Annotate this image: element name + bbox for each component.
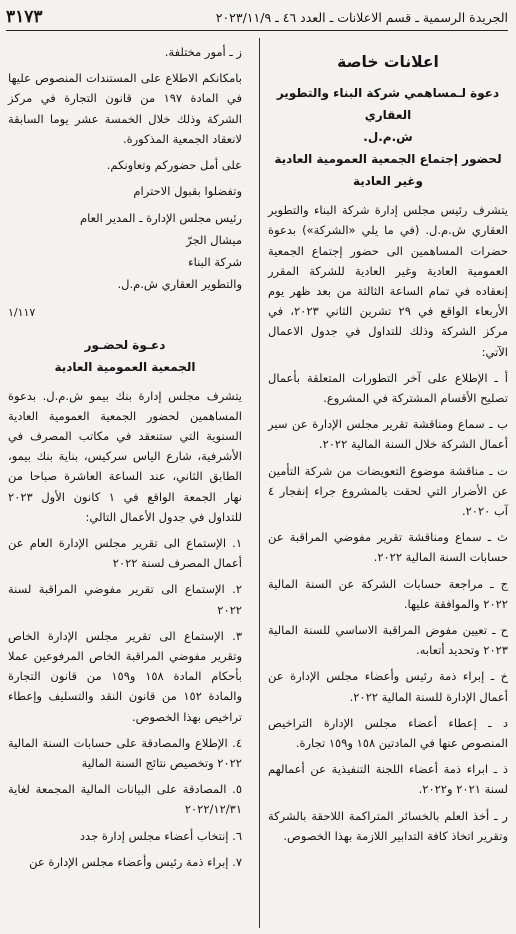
closing-wish: على أمل حضوركم وتعاونكم. [106, 158, 242, 173]
closing-salutation: وتفضلوا بقبول الاحترام [133, 184, 242, 199]
notice2-intro: يتشرف مجلس إدارة بنك بيمو ش.م.ل. بدعوة المساهمين لحضور الجمعية العمومية العادية السنوية التي ستنعقد في مكاتب المصرف في الأشرفية، شارع الياس سركيس، بناية بنك بيمو، الطابق الثاني، عند الساعة العاشرة صباحا من نهار الجمعة الواقع في ١ كانون الأول ٢٠٢٣ للتداول في جدول الأعمال التالي: [8, 388, 242, 524]
notice2-title-line-1: دعـوة لحضـور [84, 337, 166, 352]
agenda-item: أ ـ الإطلاع على آخر التطورات المتعلقة بأعمال تصليح الأقسام المشتركة في المشروع. [268, 370, 508, 406]
agenda-item: ذ ـ ابراء ذمة أعضاء اللجنة التنفيذية عن أعمالهم لسنة ٢٠٢١ و٢٠٢٢. [268, 762, 508, 797]
agenda-item: ٧. إبراء ذمة رئيس وأعضاء مجلس الإدارة عن [29, 854, 242, 869]
agenda-item: ١. الإستماع الى تقرير مجلس الإدارة العام عن أعمال المصرف لسنة ٢٠٢٢ [8, 536, 242, 571]
reference-number: ١/١١٧ [8, 306, 36, 320]
agenda-item: ٣. الإستماع الى تقرير مجلس الإدارة الخاص وتقرير مفوضي المراقبة الخاص المرفوعين عملا بأحكام المادة ١٥٨ و١٥٩ من قانون التجارة والمادة ١٥٢ من قانون النقد والتسليف وإعطاء تراخيص بهذا الخصوص. [8, 628, 243, 724]
page-header [6, 4, 508, 31]
agenda-item: ٥. المصادقة على البيانات المالية المجمعة لغاية ٢٠٢٢/١٢/٣١ [8, 782, 242, 817]
notice2-title-line-2: الجمعية العمومية العادية [54, 359, 196, 374]
signature-block [8, 207, 242, 295]
agenda-item: ر ـ أخذ العلم بالخسائر المتراكمة اللاحقة بالشركة وتقرير اتخاذ كافة التدابير اللازمة بهذا الخصوص. [268, 808, 508, 843]
page-number: ٣١٧٣ [6, 7, 43, 27]
agenda-item: ت ـ مناقشة موضوع التعويضات من شركة التأمين عن الأضرار التي لحقت بالمشروع جراء إنفجار ٤ آب ٢٠٢٠. [268, 463, 508, 519]
company-name-line-2: والتطوير العقاري ش.م.ل. [117, 277, 242, 292]
agenda-item: د ـ إعطاء أعضاء مجلس الإدارة التراخيص المنصوص عنها في المادتين ١٥٨ و١٥٩ تجارة. [268, 715, 508, 751]
agenda-item: ث ـ سماع ومناقشة تقرير مفوضي المراقبة عن حسابات السنة المالية ٢٠٢٢. [268, 530, 508, 565]
agenda-item: ج ـ مراجعة حسابات الشركة عن السنة المالية ٢٠٢٢ والموافقة عليها. [268, 576, 508, 611]
signatory-name: ميشال الجرّ [186, 233, 242, 248]
notice2-agenda-list [8, 533, 242, 872]
agenda-item: ح ـ تعيين مفوض المراقبة الاساسي للسنة المالية ٢٠٢٣ وتحديد أتعابه. [268, 623, 508, 658]
agenda-item: ب ـ سماع ومناقشة تقرير مجلس الإدارة عن سير أعمال الشركة خلال السنة المالية ٢٠٢٢. [268, 417, 508, 452]
notice-intro: يتشرف رئيس مجلس إدارة شركة البناء والتطوير العقاري ش.م.ل. (في ما يلي «الشركة») بدعوة حضرات المساهمين الى حضور إجتماع الجمعية العمومية العادية وغير العادية للشركة المقرر إنعقاده في تمام الساعة الثالثة من بعد ظهر يوم الأربعاء الواقع في ٢٩ تشرين الثاني ٢٠٢٣، في مركز الشركة وذلك للتداول في جدول الاعمال الآتي: [268, 203, 509, 359]
running-title: الجريدة الرسمية ـ قسم الاعلانات ـ العدد ٤٦ ـ ٢٠٢٣/١١/٩ [215, 9, 508, 25]
notice-title-line-4: وغير العادية [352, 174, 424, 189]
agenda-item: ز ـ أمور مختلفة. [164, 45, 242, 59]
notice-title-line-3: لحضور إجتماع الجمعية العمومية العادية [274, 152, 502, 167]
agenda-item: ٤. الإطلاع والمصادقة على حسابات السنة المالية ٢٠٢٢ وتخصيص نتائج السنة المالية [8, 735, 242, 771]
right-column [268, 42, 508, 852]
agenda-list [268, 368, 508, 846]
notice-title-line-2: ش.م.ل. [363, 130, 413, 145]
column-divider [259, 38, 260, 928]
agenda-item: ٢. الإستماع الى تقرير مفوضي المراقبة لسنة ٢٠٢٢ [8, 582, 242, 617]
documents-paragraph: بامكانكم الاطلاع على المستندات المنصوص عليها في المادة ١٩٧ من قانون التجارة في مركز الشركة وذلك خلال الخمسة عشر يوما السابقة لانعقاد الجمعية المذكورة. [8, 71, 242, 146]
agenda-item: ٦. إنتخاب أعضاء مجلس إدارة جدد [79, 828, 242, 843]
section-heading: اعلانات خاصة [337, 53, 439, 71]
left-column [8, 42, 242, 878]
agenda-item: خ ـ إبراء ذمة رئيس وأعضاء مجلس الإدارة عن أعمال الإدارة للسنة المالية ٢٠٢٢. [268, 669, 508, 704]
company-name-line-1: شركة البناء [188, 255, 242, 270]
notice-title-line-1: دعوة لـمساهمي شركة البناء والتطوير العقاري [276, 86, 500, 123]
signatory-title: رئيس مجلس الإدارة ـ المدير العام [79, 211, 242, 226]
